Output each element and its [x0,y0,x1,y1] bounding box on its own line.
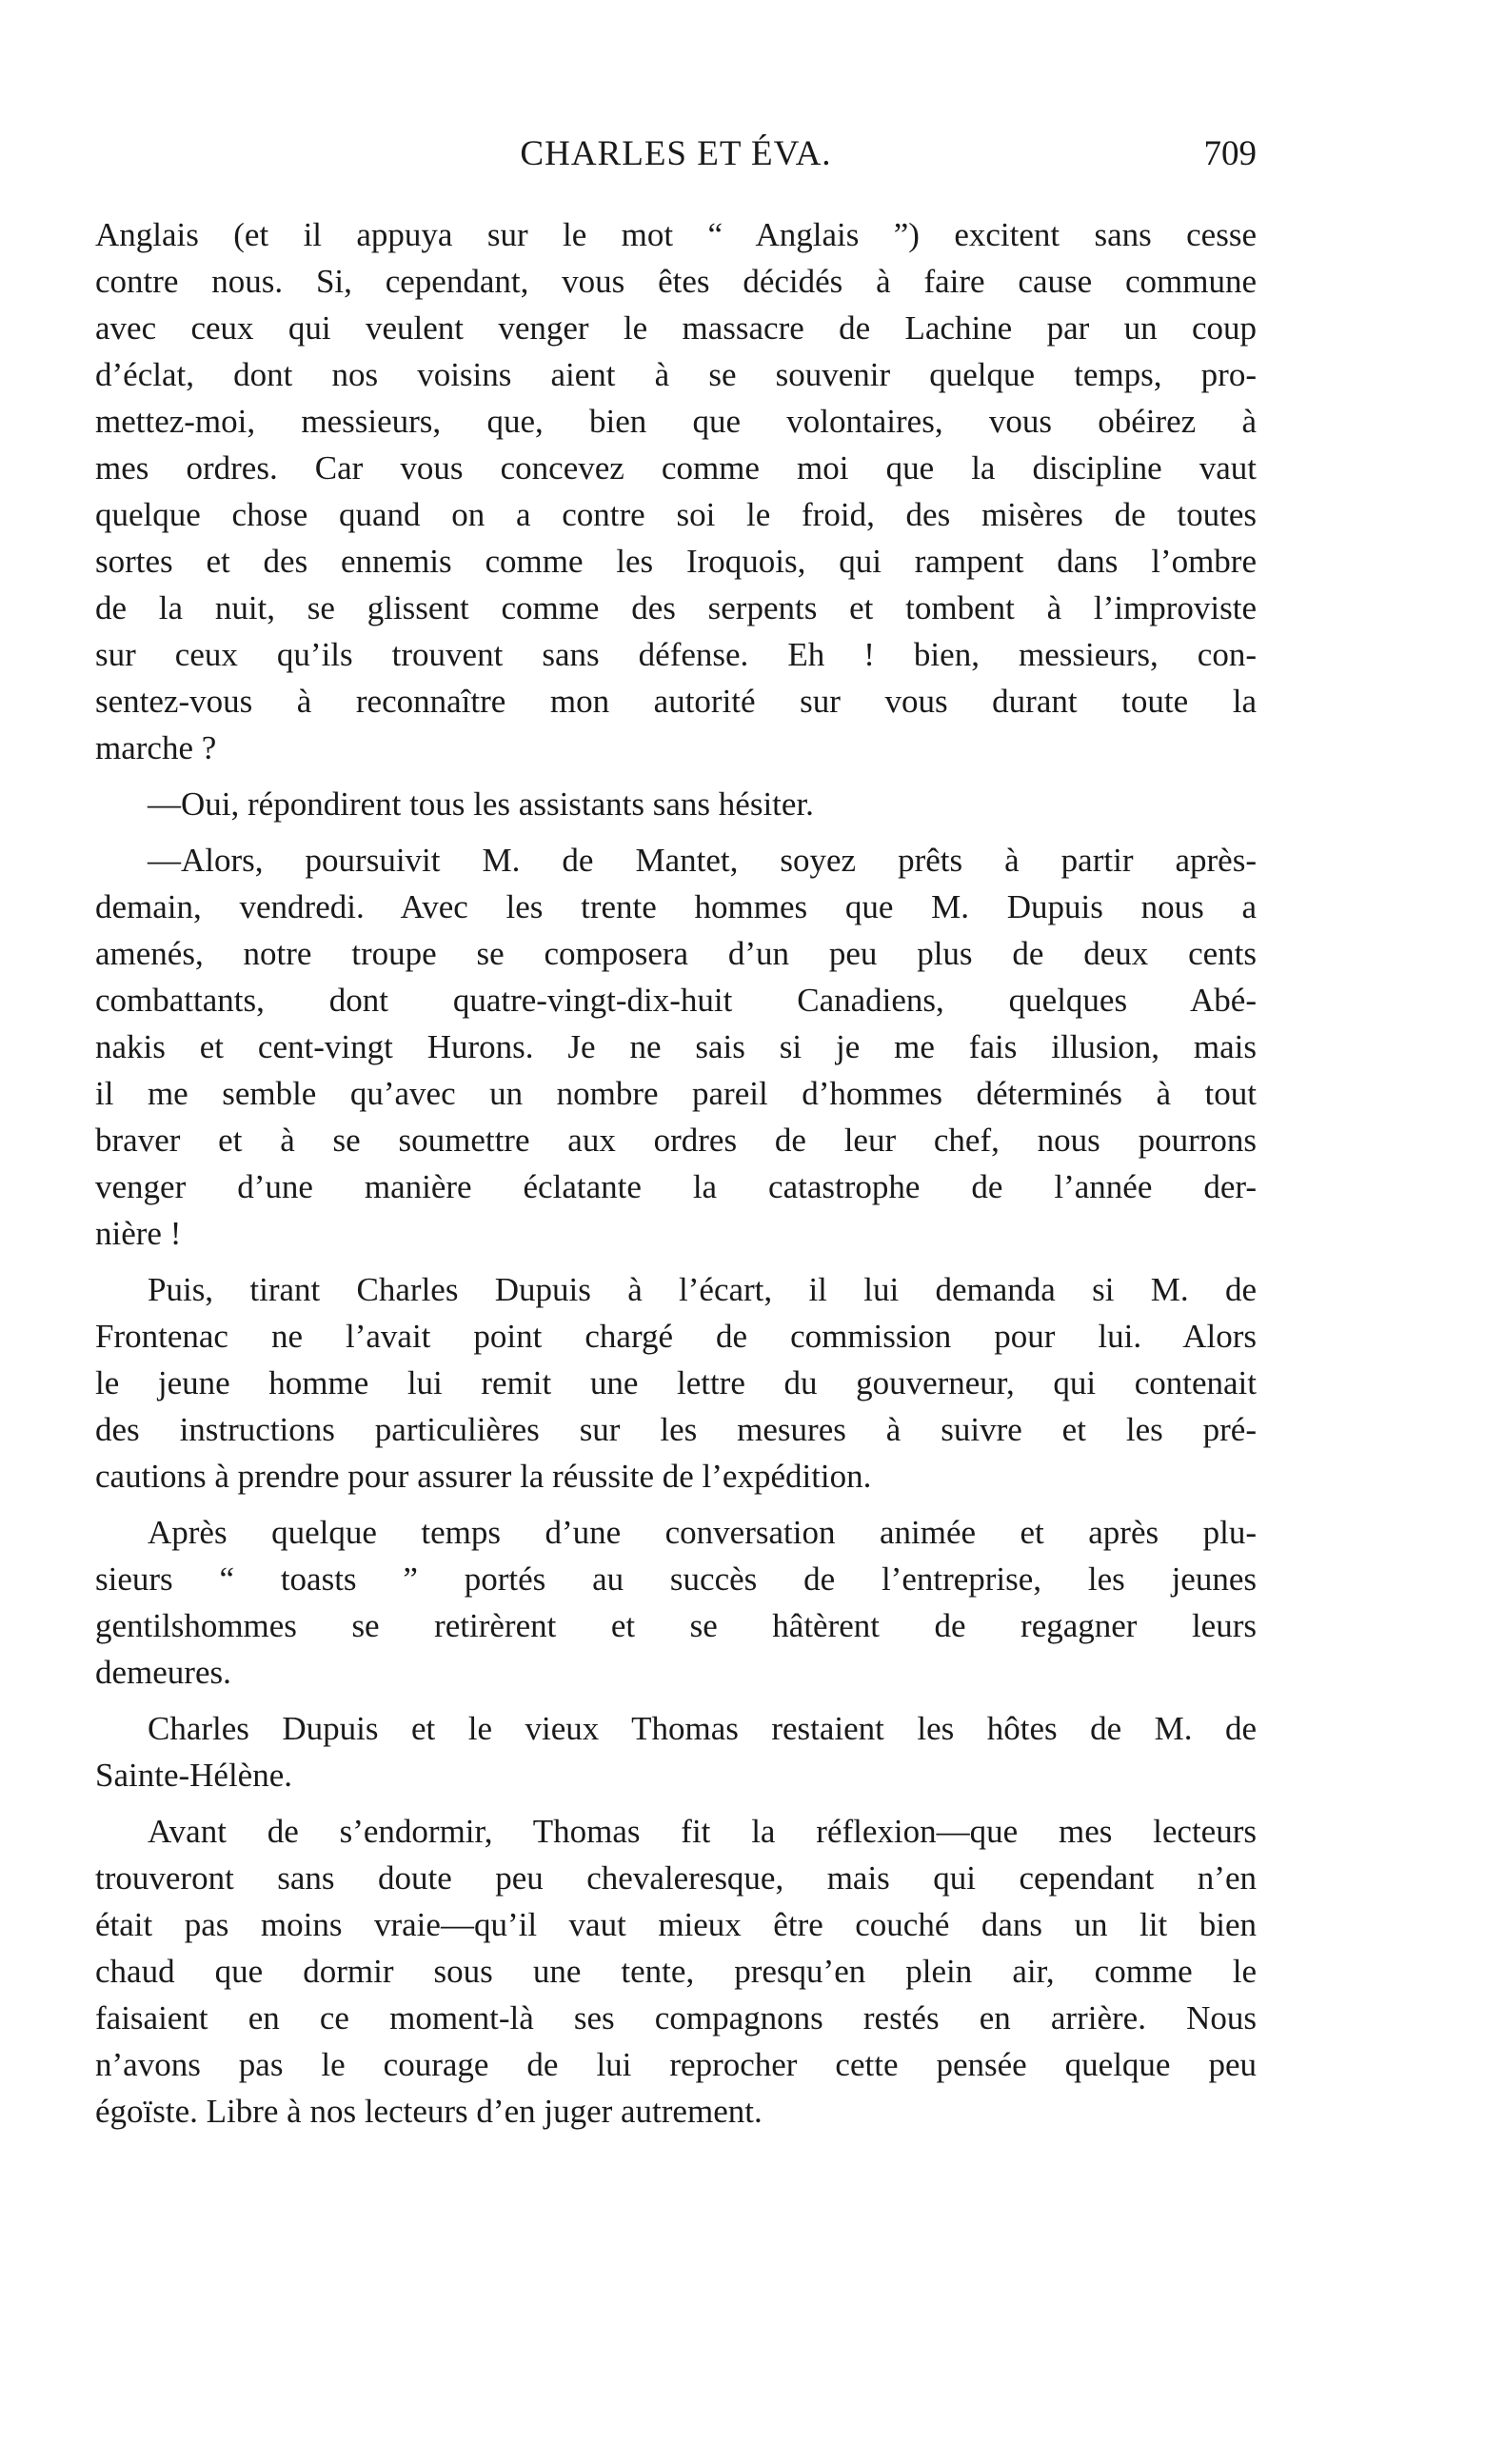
paragraph [95,211,1257,771]
paragraph [95,1509,1257,1696]
text-line: Avant de s’endormir, Thomas fit la réflexion—que mes lecteurs [148,1813,1257,1850]
text-line: Charles Dupuis et le vieux Thomas restaient les hôtes de M. de [148,1710,1257,1747]
text-line: faisaient en ce moment-là ses compagnons restés en arrière. Nous [95,1999,1257,2037]
text-line: quelque chose quand on a contre soi le froid, des misères de toutes [95,496,1257,533]
text-line: venger d’une manière éclatante la catastrophe de l’année der- [95,1168,1257,1205]
text-line: gentilshommes se retirèrent et se hâtèrent de regagner leurs [95,1607,1257,1644]
paragraph [95,781,1257,827]
text-line: demain, vendredi. Avec les trente hommes que M. Dupuis nous a [95,888,1257,925]
paragraph [95,1705,1257,1798]
text-line: amenés, notre troupe se composera d’un peu plus de deux cents [95,935,1257,972]
text-line: sortes et des ennemis comme les Iroquois, qui rampent dans l’ombre [95,543,1257,580]
paragraph [95,1266,1257,1500]
text-line: nière ! [95,1215,182,1252]
text-line: sentez-vous à reconnaître mon autorité sur vous durant toute la [95,683,1257,720]
page-header [95,133,1257,190]
text-line: Après quelque temps d’une conversation animée et après plu- [148,1514,1257,1551]
text-line: sieurs “ toasts ” portés au succès de l’entreprise, les jeunes [95,1560,1257,1598]
text-line: égoïste. Libre à nos lecteurs d’en juger autrement. [95,2093,763,2130]
text-line: nakis et cent-vingt Hurons. Je ne sais si je me fais illusion, mais [95,1028,1257,1065]
text-line: d’éclat, dont nos voisins aient à se souvenir quelque temps, pro- [95,356,1257,393]
text-line: demeures. [95,1654,231,1691]
text-line: n’avons pas le courage de lui reprocher cette pensée quelque peu [95,2046,1257,2083]
text-line: combattants, dont quatre-vingt-dix-huit Canadiens, quelques Abé- [95,982,1257,1019]
text-line: mes ordres. Car vous concevez comme moi que la discipline vaut [95,449,1257,487]
text-line: Anglais (et il appuya sur le mot “ Anglais ”) excitent sans cesse [95,216,1257,253]
text-line: il me semble qu’avec un nombre pareil d’hommes déterminés à tout [95,1075,1257,1112]
running-title: CHARLES ET ÉVA. [520,134,832,173]
text-line: des instructions particulières sur les mesures à suivre et les pré- [95,1411,1257,1448]
text-line: marche ? [95,729,217,766]
text-line: Sainte-Hélène. [95,1757,292,1794]
paragraph [95,837,1257,1257]
body-text [95,211,1257,2135]
text-line: était pas moins vraie—qu’il vaut mieux être couché dans un lit bien [95,1906,1257,1943]
text-line: sur ceux qu’ils trouvent sans défense. Eh ! bien, messieurs, con- [95,636,1257,673]
text-line: Frontenac ne l’avait point chargé de commission pour lui. Alors [95,1318,1257,1355]
text-line: Puis, tirant Charles Dupuis à l’écart, il lui demanda si M. de [148,1271,1257,1308]
text-line: le jeune homme lui remit une lettre du gouverneur, qui contenait [95,1364,1257,1401]
text-line: cautions à prendre pour assurer la réussite de l’expédition. [95,1458,872,1495]
paragraph [95,1808,1257,2135]
text-line: —Alors, poursuivit M. de Mantet, soyez prêts à partir après- [148,842,1257,879]
text-line: braver et à se soumettre aux ordres de leur chef, nous pourrons [95,1122,1257,1159]
page-number: 709 [1203,134,1257,173]
text-line: avec ceux qui veulent venger le massacre de Lachine par un coup [95,309,1257,347]
text-line: contre nous. Si, cependant, vous êtes décidés à faire cause commune [95,263,1257,300]
text-line: de la nuit, se glissent comme des serpents et tombent à l’improviste [95,589,1257,626]
text-line: trouveront sans doute peu chevaleresque, mais qui cependant n’en [95,1859,1257,1897]
text-line: chaud que dormir sous une tente, presqu’en plein air, comme le [95,1953,1257,1990]
text-line: —Oui, répondirent tous les assistants sans hésiter. [148,785,814,823]
text-line: mettez-moi, messieurs, que, bien que volontaires, vous obéirez à [95,403,1257,440]
